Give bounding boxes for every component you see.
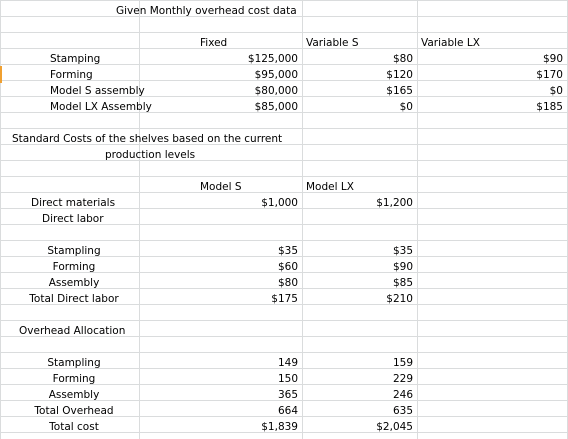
labor-row-label: Assembly [48, 277, 100, 289]
overhead-var-lx-cell[interactable]: $170 [536, 69, 563, 81]
allocation-row-label: Assembly [48, 389, 100, 401]
header-variable-s: Variable S [306, 37, 359, 49]
overhead-var-lx-cell[interactable]: $90 [542, 53, 563, 65]
overhead-fixed-cell[interactable]: $80,000 [254, 85, 298, 97]
allocation-model-s-cell[interactable]: $1,839 [261, 421, 298, 433]
allocation-model-lx-cell[interactable]: 246 [392, 389, 413, 401]
labor-row-label: Forming [52, 261, 96, 273]
labor-model-lx-cell[interactable]: $85 [392, 277, 413, 289]
overhead-var-s-cell[interactable]: $120 [386, 69, 413, 81]
direct-materials-model-s[interactable]: $1,000 [261, 197, 298, 209]
overhead-var-s-cell[interactable]: $80 [392, 53, 413, 65]
header-fixed: Fixed [200, 37, 228, 49]
allocation-model-lx-cell[interactable]: 229 [392, 373, 413, 385]
overhead-fixed-cell[interactable]: $85,000 [254, 101, 298, 113]
allocation-model-s-cell[interactable]: 150 [277, 373, 298, 385]
allocation-model-s-cell[interactable]: 149 [277, 357, 298, 369]
overhead-var-s-cell[interactable]: $0 [399, 101, 413, 113]
labor-model-s-cell[interactable]: $175 [271, 293, 298, 305]
overhead-row-label: Model S assembly [50, 85, 145, 97]
standard-costs-title: Standard Costs of the shelves based on the current [12, 133, 283, 145]
overhead-var-lx-cell[interactable]: $0 [549, 85, 563, 97]
labor-row-label: Total Direct labor [29, 293, 119, 305]
overhead-fixed-cell[interactable]: $95,000 [254, 69, 298, 81]
overhead-row-label: Forming [50, 69, 93, 81]
standard-costs-subtitle: production levels [105, 149, 196, 161]
allocation-model-lx-cell[interactable]: $2,045 [376, 421, 413, 433]
labor-model-lx-cell[interactable]: $210 [386, 293, 413, 305]
labor-model-lx-cell[interactable]: $35 [392, 245, 413, 257]
grid-line [417, 0, 418, 439]
row-selection-marker [0, 66, 2, 83]
labor-model-s-cell[interactable]: $80 [277, 277, 298, 289]
labor-row-label: Stampling [47, 245, 101, 257]
allocation-model-s-cell[interactable]: 365 [277, 389, 298, 401]
allocation-model-lx-cell[interactable]: 159 [392, 357, 413, 369]
allocation-model-lx-cell[interactable]: 635 [392, 405, 413, 417]
overhead-row-label: Stamping [50, 53, 101, 65]
direct-materials-model-lx[interactable]: $1,200 [376, 197, 413, 209]
allocation-model-s-cell[interactable]: 664 [277, 405, 298, 417]
header-variable-lx: Variable LX [421, 37, 480, 49]
allocation-row-label: Stampling [47, 357, 101, 369]
direct-labor-label: Direct labor [42, 213, 104, 225]
overhead-allocation-label: Overhead Allocation [19, 325, 126, 337]
overhead-var-s-cell[interactable]: $165 [386, 85, 413, 97]
sheet-title: Given Monthly overhead cost data [116, 5, 297, 17]
grid-line [302, 0, 303, 439]
overhead-fixed-cell[interactable]: $125,000 [247, 53, 298, 65]
labor-model-lx-cell[interactable]: $90 [392, 261, 413, 273]
header-model-s: Model S [200, 181, 242, 193]
labor-model-s-cell[interactable]: $60 [277, 261, 298, 273]
allocation-row-label: Total Overhead [34, 405, 114, 417]
overhead-var-lx-cell[interactable]: $185 [536, 101, 563, 113]
header-model-lx: Model LX [306, 181, 354, 193]
direct-materials-label: Direct materials [31, 197, 116, 209]
allocation-row-label: Total cost [49, 421, 99, 433]
labor-model-s-cell[interactable]: $35 [277, 245, 298, 257]
overhead-row-label: Model LX Assembly [50, 101, 152, 113]
allocation-row-label: Forming [52, 373, 96, 385]
